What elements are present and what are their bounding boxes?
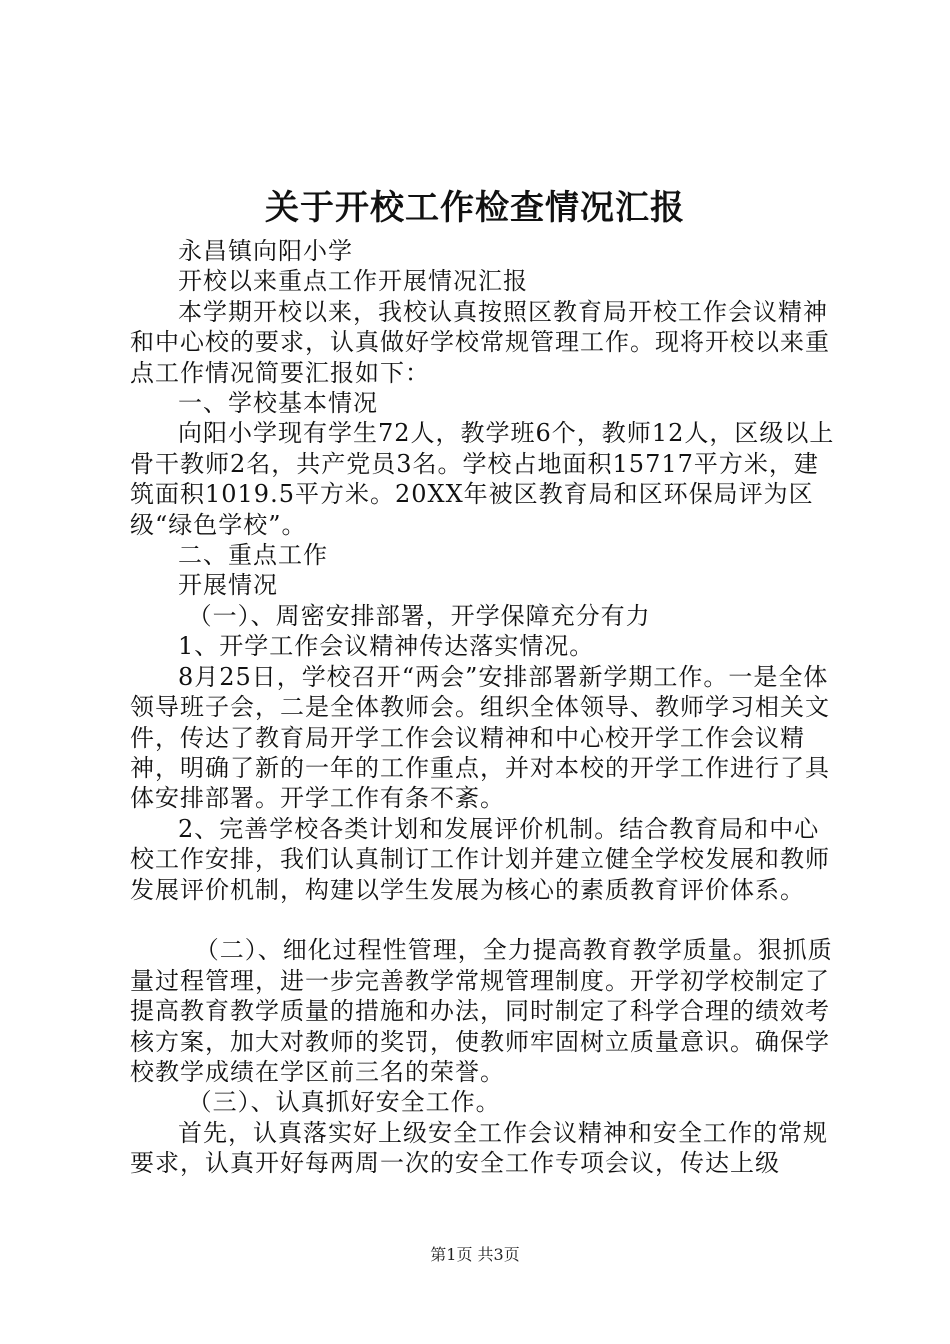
paragraph-gap: [130, 905, 835, 935]
document-title: 关于开校工作检查情况汇报: [265, 188, 685, 228]
quality-paragraph: （二）、细化过程性管理，全力提高教育教学质量。狠抓质量过程管理，进一步完善教学常规管理制度。开学初学校制定了提高教育教学质量的措施和办法，同时制定了科学合理的绩效考核方案，加大对教师的奖罚，使教师牢固树立质量意识。确保学校教学成绩在学区前三名的荣誉。: [130, 936, 833, 1086]
plans-paragraph: 2、完善学校各类计划和发展评价机制。结合教育局和中心校工作安排，我们认真制订工作计划并建立健全学校发展和教师发展评价机制，构建以学生发展为核心的素质教育评价体系。: [130, 814, 830, 904]
subsection-heading-1: （一）、周密安排部署，开学保障充分有力: [187, 601, 651, 630]
section-heading-progress: 开展情况: [178, 571, 278, 600]
meeting-paragraph: 8月25日，学校召开“两会”安排部署新学期工作。一是全体领导班子会，二是全体教师会。组织全体领导、教师学习相关文件，传达了教育局开学工作会议精神和中心校开学工作会议精神，明确了新的一年的工作重点，并对本校的开学工作进行了具体安排部署。开学工作有条不紊。: [130, 662, 830, 813]
school-name-line: 永昌镇向阳小学: [178, 237, 353, 265]
subsection-heading-3: （三）、认真抓好安全工作。: [187, 1088, 501, 1117]
section-heading-basic-info: 一、学校基本情况: [178, 389, 378, 418]
page-number-footer: 第1页 共3页: [430, 1245, 520, 1264]
item-heading-1: 1、开学工作会议精神传达落实情况。: [178, 632, 595, 661]
report-subtitle-line: 开校以来重点工作开展情况汇报: [178, 267, 528, 296]
section-heading-key-work: 二、重点工作: [178, 541, 328, 570]
safety-paragraph: 首先，认真落实好上级安全工作会议精神和安全工作的常规要求，认真开好每两周一次的安全工作专项会议，传达上级: [130, 1118, 828, 1178]
intro-paragraph: 本学期开校以来，我校认真按照区教育局开校工作会议精神和中心校的要求，认真做好学校常规管理工作。现将开校以来重点工作情况简要汇报如下：: [130, 297, 830, 387]
basic-info-paragraph: 向阳小学现有学生72人，教学班6个，教师12人，区级以上骨干教师2名，共产党员3名。学校占地面积15717平方米，建筑面积1019.5平方米。20XX年被区教育局和区环保局评为区级“绿色学校”。: [130, 419, 835, 539]
document-body: [130, 236, 835, 1179]
